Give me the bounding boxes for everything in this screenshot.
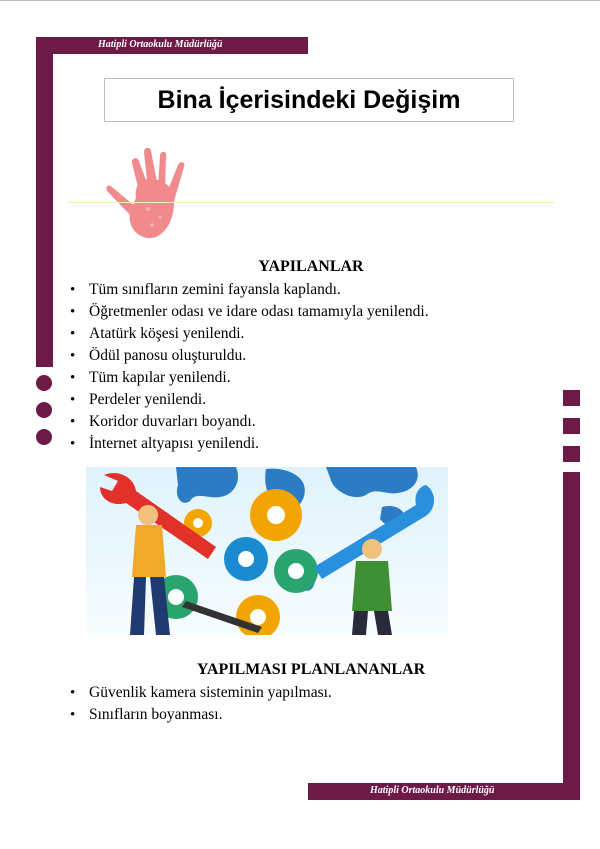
planned-heading: YAPILMASI PLANLANANLAR bbox=[196, 661, 426, 678]
list-item: • Tüm kapılar yenilendi. bbox=[68, 367, 429, 389]
list-item: • Perdeler yenilendi. bbox=[68, 389, 429, 411]
list-item: • Atatürk köşesi yenilendi. bbox=[68, 323, 429, 345]
page-title: Bina İçerisindeki Değişim bbox=[157, 85, 461, 114]
header-label: Hatipli Ortaokulu Müdürlüğü bbox=[98, 39, 223, 50]
right-square-1 bbox=[563, 390, 580, 406]
list-item: • Sınıfların boyanması. bbox=[68, 704, 332, 726]
list-item: • Ödül panosu oluşturuldu. bbox=[68, 345, 429, 367]
title-box bbox=[104, 78, 514, 122]
footer-label: Hatipli Ortaokulu Müdürlüğü bbox=[370, 785, 495, 796]
left-dot-2 bbox=[36, 402, 52, 418]
divider-line bbox=[68, 202, 554, 203]
left-dot-1 bbox=[36, 375, 52, 391]
planned-list bbox=[68, 682, 332, 726]
left-dot-3 bbox=[36, 429, 52, 445]
gears-and-wrenches-illustration bbox=[86, 467, 448, 635]
done-list bbox=[68, 279, 429, 455]
left-vertical-bar bbox=[36, 37, 53, 367]
list-item: • Öğretmenler odası ve idare odası tamamıyla yenilendi. bbox=[68, 301, 429, 323]
list-item: • İnternet altyapısı yenilendi. bbox=[68, 433, 429, 455]
top-border bbox=[0, 0, 600, 1]
list-item: • Koridor duvarları boyandı. bbox=[68, 411, 429, 433]
right-square-2 bbox=[563, 418, 580, 434]
hand-print-icon bbox=[104, 143, 188, 241]
right-vertical-bar bbox=[563, 472, 580, 800]
list-item: • Güvenlik kamera sisteminin yapılması. bbox=[68, 682, 332, 704]
done-heading: YAPILANLAR bbox=[258, 258, 364, 275]
list-item: • Tüm sınıfların zemini fayansla kaplandı. bbox=[68, 279, 429, 301]
right-square-3 bbox=[563, 446, 580, 462]
